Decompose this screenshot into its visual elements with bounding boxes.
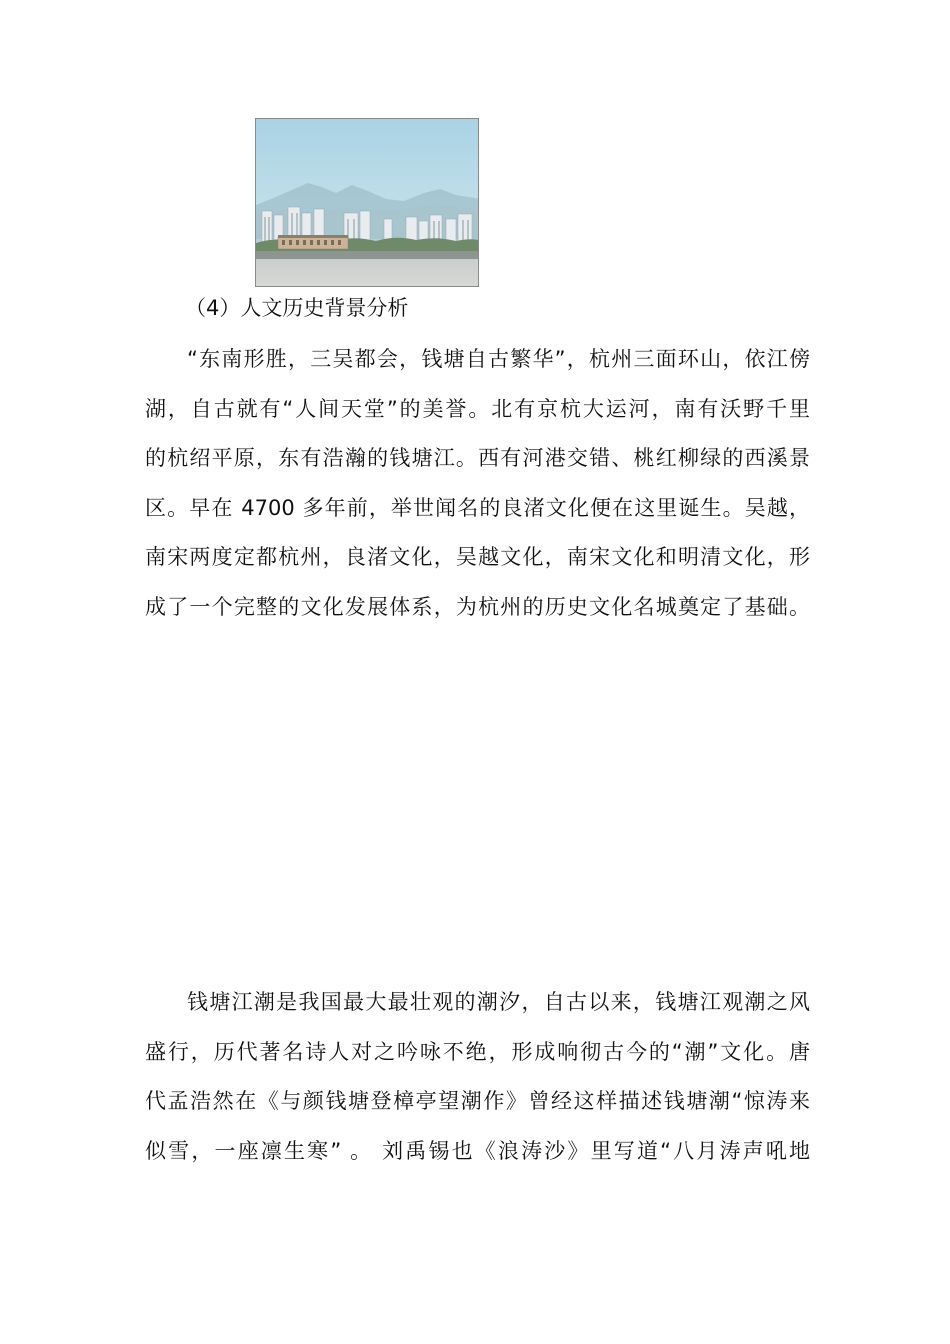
paragraph-qiantang-tide: [145, 978, 810, 1176]
paragraph-line: 似雪，一座凛生寒” 。 刘禹锡也《浪涛沙》里写道“八月涛声吼地: [145, 1138, 810, 1163]
paragraph-line: 湖，自古就有“人间天堂”的美誉。北有京杭大运河，南有沃野千里: [145, 396, 810, 421]
paragraph-line: 区。早在 4700 多年前，举世闻名的良渚文化便在这里诞生。吴越，: [145, 495, 810, 520]
section-heading: （4）人文历史背景分析: [185, 296, 409, 320]
paragraph-line: “东南形胜，三吴都会，钱塘自古繁华”，杭州三面环山，依江傍: [187, 347, 810, 371]
paragraph-line: 盛行，历代著名诗人对之吟咏不绝，形成响彻古今的“潮”文化。唐: [145, 1039, 810, 1064]
paragraph-line: 成了一个完整的文化发展体系，为杭州的历史文化名城奠定了基础。: [145, 594, 810, 619]
paragraph-line: 的杭绍平原，东有浩瀚的钱塘江。西有河港交错、桃红柳绿的西溪景: [145, 446, 810, 470]
paragraph-line: 代孟浩然在《与颜钱塘登樟亭望潮作》曾经这样描述钱塘潮“惊涛来: [145, 1089, 810, 1113]
paragraph-line: 钱塘江潮是我国最大最壮观的潮汐，自古以来，钱塘江观潮之风: [187, 990, 810, 1014]
paragraph-cultural-history: [145, 335, 810, 632]
paragraph-line: 南宋两度定都杭州，良渚文化，吴越文化，南宋文化和明清文化，形: [145, 545, 810, 569]
river-city-skyline-photo: [255, 118, 479, 287]
